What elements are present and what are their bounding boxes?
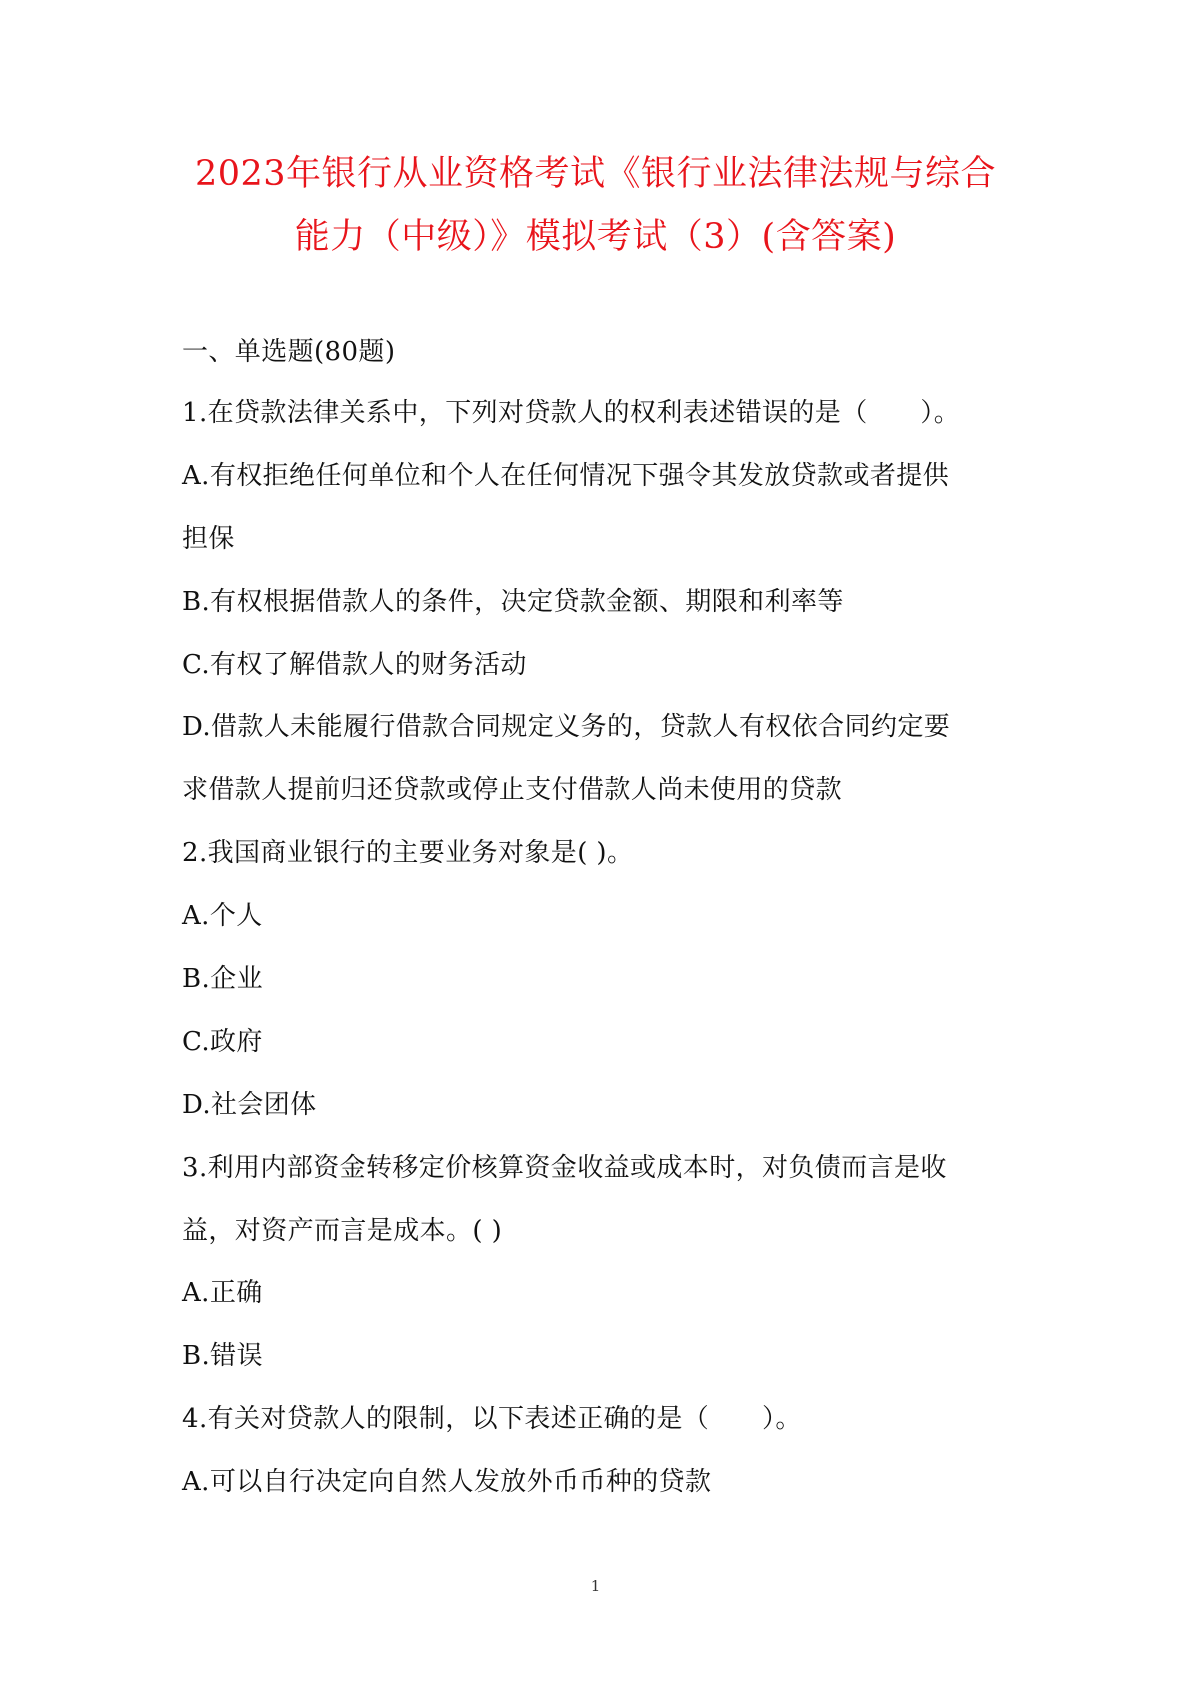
question-1-option-a-line-2: 担保 [182,523,235,554]
question-1-stem: 1.在贷款法律关系中，下列对贷款人的权利表述错误的是（ ）。 [182,398,961,428]
title-line-1: 2023年银行从业资格考试《银行业法律法规与综合 [194,154,997,194]
question-3-stem-line-2: 益，对资产而言是成本。( ) [182,1215,503,1246]
question-2-option-d: D.社会团体 [182,1089,317,1120]
question-2-option-c: C.政府 [182,1026,263,1057]
question-4-option-a: A.可以自行决定向自然人发放外币币种的贷款 [182,1467,712,1498]
question-2-stem: 2.我国商业银行的主要业务对象是( )。 [182,838,634,869]
question-1-option-c: C.有权了解借款人的财务活动 [182,649,527,680]
question-3-option-a: A.正确 [182,1278,263,1309]
question-3-stem-line-1: 3.利用内部资金转移定价核算资金收益或成本时，对负债而言是收 [182,1152,947,1183]
question-2-option-a: A.个人 [182,901,263,932]
question-1-option-d-line-2: 求借款人提前归还贷款或停止支付借款人尚未使用的贷款 [182,775,843,806]
document-title [180,143,1011,269]
question-2-option-b: B.企业 [182,964,263,995]
question-1-option-d-line-1: D.借款人未能履行借款合同规定义务的，贷款人有权依合同约定要 [182,712,951,743]
question-1-option-a-line-1: A.有权拒绝任何单位和个人在任何情况下强令其发放贷款或者提供 [182,460,950,491]
section-heading: 一、单选题(80题) [182,337,396,367]
page-number: 1 [590,1577,601,1595]
question-4-stem: 4.有关对贷款人的限制，以下表述正确的是（ ）。 [182,1404,802,1435]
question-1-option-b: B.有权根据借款人的条件，决定贷款金额、期限和利率等 [182,586,844,617]
document-body [182,323,1002,1514]
title-line-2: 能力（中级）》模拟考试（3）(含答案) [294,217,897,257]
question-3-option-b: B.错误 [182,1341,263,1372]
